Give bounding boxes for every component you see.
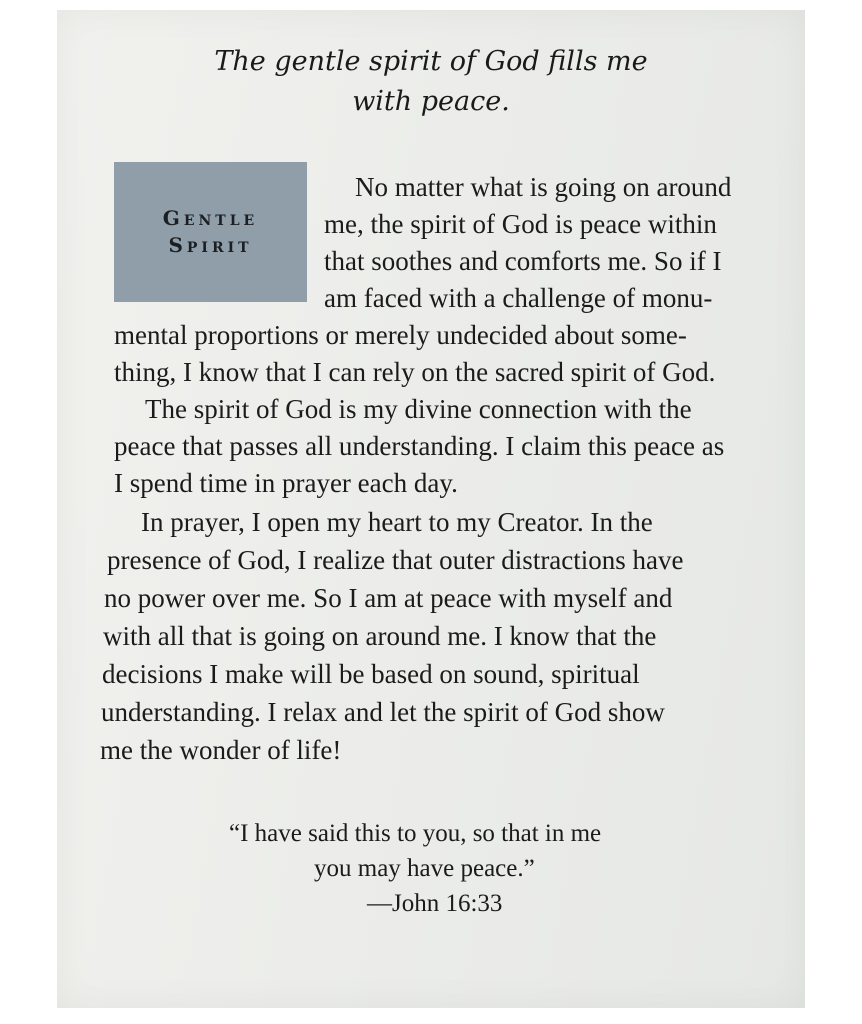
body-line: I spend time in prayer each day. (114, 468, 458, 498)
badge-line-1: Gentle (162, 206, 259, 230)
body-line: In prayer, I open my heart to my Creator. In the (141, 507, 653, 537)
body-line: me the wonder of life! (100, 735, 342, 765)
body-line: understanding. I relax and let the spirit of God show (101, 697, 665, 727)
body-line: am faced with a challenge of monu- (324, 283, 713, 313)
body-line: The spirit of God is my divine connection with the (145, 394, 692, 424)
body-line: no power over me. So I am at peace with myself and (104, 583, 673, 613)
body-line: decisions I make will be based on sound, spiritual (102, 659, 640, 689)
page-title (57, 42, 805, 122)
body-line: mental proportions or merely undecided about some- (114, 320, 687, 350)
body-line: thing, I know that I can rely on the sacred spirit of God. (114, 357, 716, 387)
body-line: presence of God, I realize that outer distractions have (107, 545, 684, 575)
quote-line-1: “I have said this to you, so that in me (229, 820, 602, 847)
body-line: me, the spirit of God is peace within (324, 209, 717, 239)
quote-line-2: you may have peace.” (314, 855, 535, 882)
body-line: No matter what is going on around (355, 172, 732, 202)
body-line: that soothes and comforts me. So if I (324, 246, 722, 276)
title-line-1: The gentle spirit of God fills me (214, 46, 648, 77)
body-line: with all that is going on around me. I know that the (103, 621, 657, 651)
gentle-spirit-badge (114, 162, 307, 302)
title-line-2: with peace. (352, 86, 510, 117)
badge-line-2: Spirit (168, 233, 253, 257)
body-line: peace that passes all understanding. I claim this peace as (114, 431, 725, 461)
book-page (57, 10, 805, 1008)
quote-citation: —John 16:33 (367, 890, 503, 917)
